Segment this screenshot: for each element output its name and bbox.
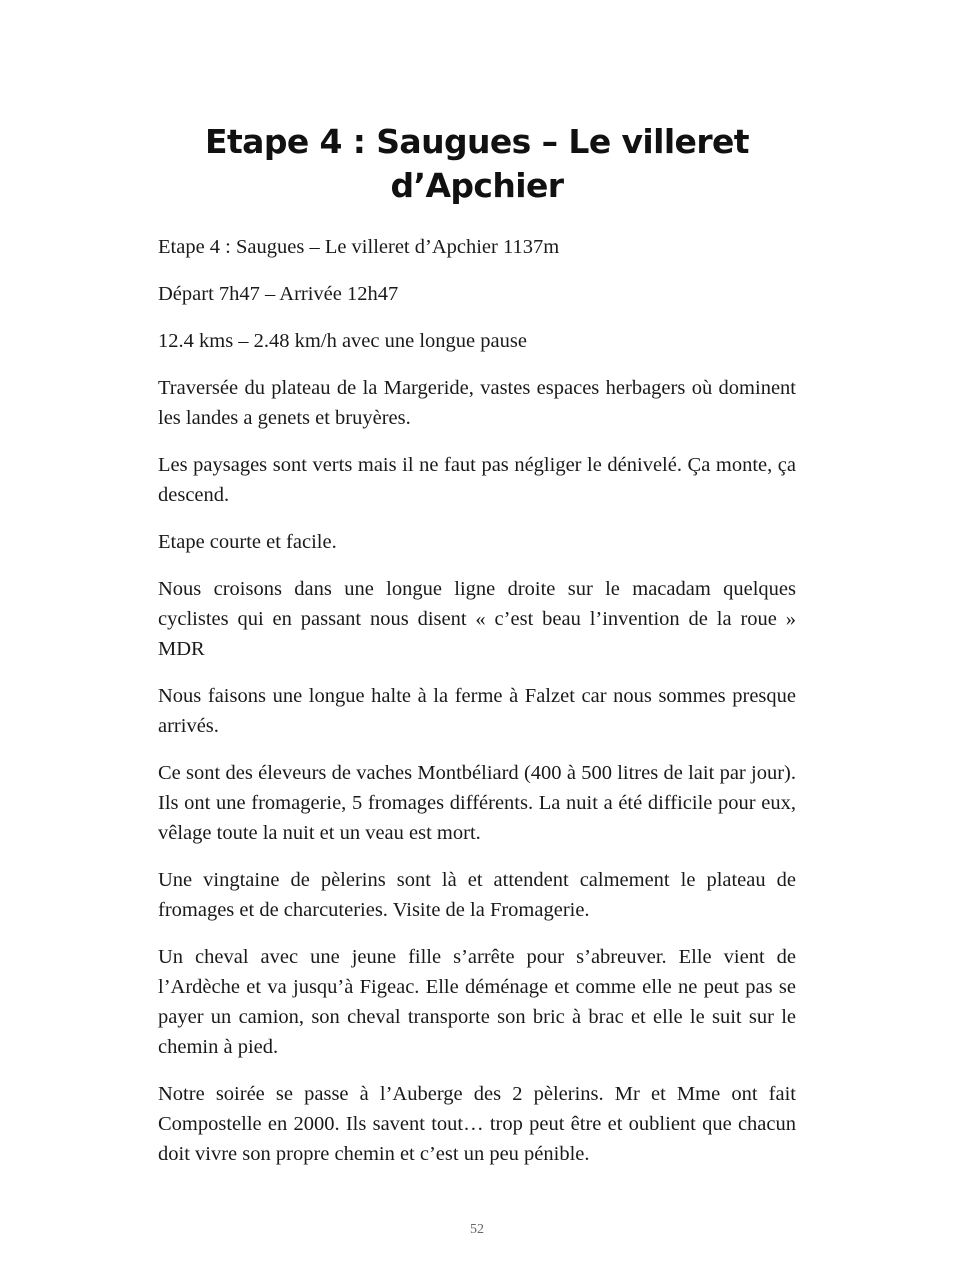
chapter-title-line-2: d’Apchier — [390, 166, 564, 205]
paragraph: Nous croisons dans une longue ligne droite sur le macadam quelques cyclistes qui en passant nous disent « c’est beau l’invention de la roue » MDR — [158, 578, 796, 660]
chapter-title-line-1: Etape 4 : Saugues – Le villeret — [205, 122, 749, 161]
paragraph: Etape 4 : Saugues – Le villeret d’Apchier 1137m — [158, 236, 560, 258]
paragraph: Notre soirée se passe à l’Auberge des 2 pèlerins. Mr et Mme ont fait Compostelle en 2000. Ils savent tout… trop peut être et oublient que chacun doit vivre son propre chemin et c’est un peu pénible. — [158, 1083, 796, 1165]
page-number: 52 — [470, 1222, 484, 1237]
paragraph: Etape courte et facile. — [158, 531, 337, 553]
paragraph: Un cheval avec une jeune fille s’arrête pour s’abreuver. Elle vient de l’Ardèche et va jusqu’à Figeac. Elle déménage et comme elle ne peut pas se payer un camion, son cheval transporte son bric à brac et elle le suit sur le chemin à pied. — [158, 946, 796, 1058]
paragraph: Ce sont des éleveurs de vaches Montbéliard (400 à 500 litres de lait par jour). Ils ont une fromagerie, 5 fromages différents. La nuit a été difficile pour eux, vêlage toute la nuit et un veau est mort. — [158, 762, 796, 844]
paragraph: Nous faisons une longue halte à la ferme à Falzet car nous sommes presque arrivés. — [158, 685, 796, 737]
paragraph: Départ 7h47 – Arrivée 12h47 — [158, 283, 399, 305]
paragraph: Traversée du plateau de la Margeride, vastes espaces herbagers où dominent les landes a genets et bruyères. — [158, 377, 796, 429]
paragraph: 12.4 kms – 2.48 km/h avec une longue pause — [158, 330, 527, 352]
paragraph: Les paysages sont verts mais il ne faut pas négliger le dénivelé. Ça monte, ça descend. — [158, 454, 796, 506]
chapter-title — [158, 120, 796, 208]
body-text — [158, 232, 796, 1186]
paragraph: Une vingtaine de pèlerins sont là et attendent calmement le plateau de fromages et de charcuteries. Visite de la Fromagerie. — [158, 869, 796, 921]
